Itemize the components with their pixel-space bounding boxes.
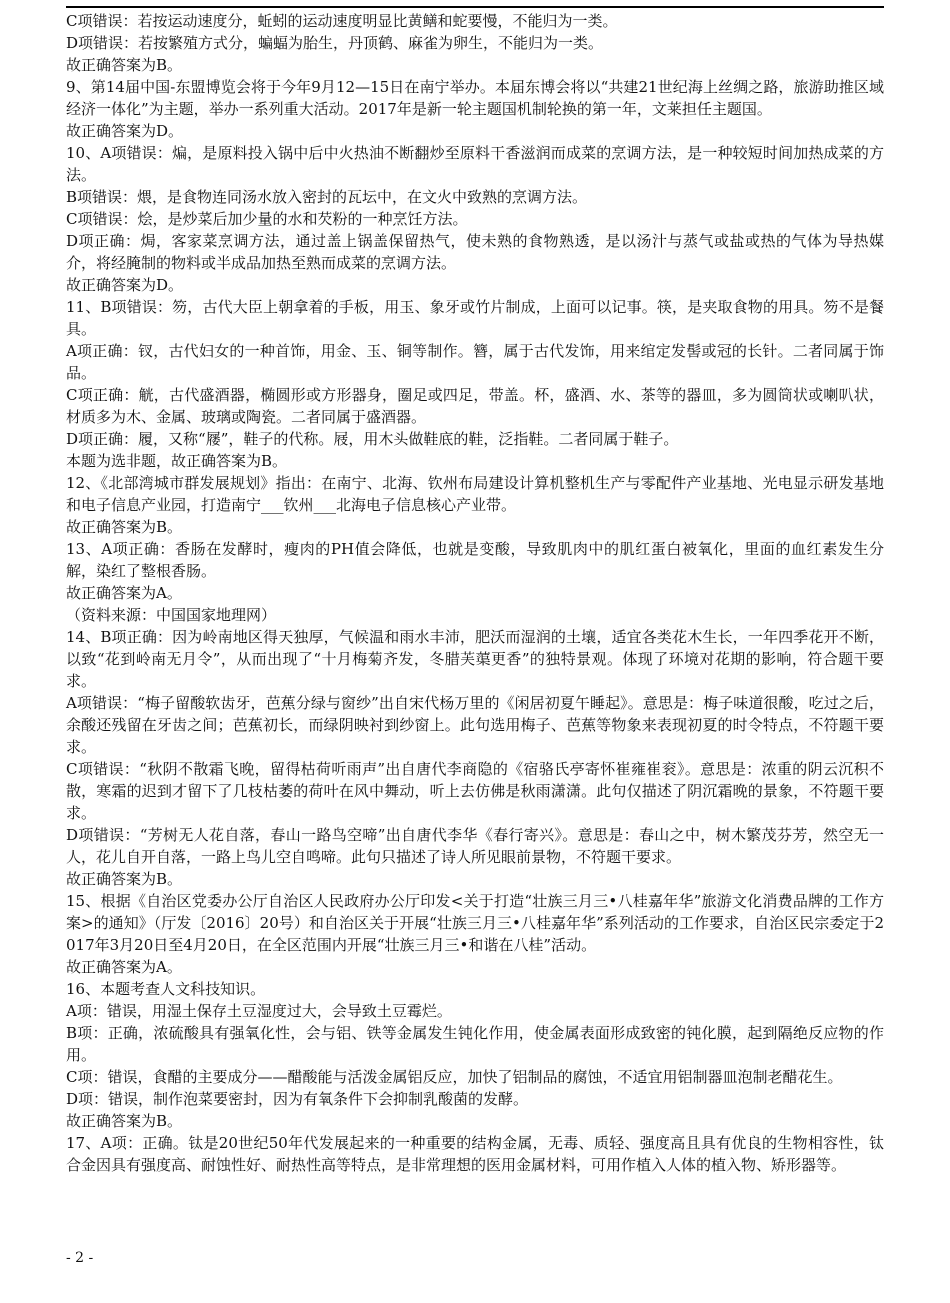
paragraph: C项错误：烩，是炒菜后加少量的水和芡粉的一种烹饪方法。 — [66, 210, 468, 228]
document-body — [66, 10, 884, 1176]
top-rule — [66, 6, 884, 8]
paragraph: C项错误：“秋阴不散霜飞晚，留得枯荷听雨声”出自唐代李商隐的《宿骆氏亭寄怀崔雍崔衮》。意思是：浓重的阴云沉积不散，寒霜的迟到才留下了几枝枯萎的荷叶在风中舞动，听上去仿佛是秋雨潇潇。此句仅描述了阴沉霜晚的景象，不符题干要求。 — [66, 760, 884, 822]
paragraph: B项错误：煨，是食物连同汤水放入密封的瓦坛中，在文火中致熟的烹调方法。 — [66, 188, 588, 206]
paragraph: 故正确答案为B。 — [66, 56, 183, 74]
paragraph: 故正确答案为B。 — [66, 1112, 183, 1130]
paragraph: A项正确：钗，古代妇女的一种首饰，用金、玉、铜等制作。簪，属于古代发饰，用来绾定发髻或冠的长针。二者同属于饰品。 — [66, 342, 884, 382]
paragraph: D项错误：“芳树无人花自落，春山一路鸟空啼”出自唐代李华《春行寄兴》。意思是：春山之中，树木繁茂芬芳，然空无一人，花儿自开自落，一路上鸟儿空自鸣啼。此句只描述了诗人所见眼前景物，不符题干要求。 — [66, 826, 884, 866]
paragraph: 本题为选非题，故正确答案为B。 — [66, 452, 288, 470]
paragraph: （资料来源：中国国家地理网） — [66, 606, 277, 624]
paragraph: D项：错误，制作泡菜要密封，因为有氧条件下会抑制乳酸菌的发酵。 — [66, 1090, 529, 1108]
paragraph: D项正确：焗，客家菜烹调方法，通过盖上锅盖保留热气，使未熟的食物熟透，是以汤汁与蒸气或盐或热的气体为导热媒介，将经腌制的物料或半成品加热至熟而成菜的烹调方法。 — [66, 232, 884, 272]
paragraph: 故正确答案为D。 — [66, 122, 184, 140]
paragraph: 14、B项正确：因为岭南地区得天独厚，气候温和雨水丰沛，肥沃而湿润的土壤，适宜各类花木生长，一年四季花开不断，以致“花到岭南无月令”，从而出现了“十月梅菊齐发，冬腊芙蕖更香”的独特景观。体现了环境对花期的影响，符合题干要求。 — [66, 628, 884, 690]
paragraph: 17、A项：正确。钛是20世纪50年代发展起来的一种重要的结构金属，无毒、质轻、强度高且具有优良的生物相容性，钛合金因具有强度高、耐蚀性好、耐热性高等特点，是非常理想的医用金属材料，可用作植入人体的植入物、矫形器等。 — [66, 1134, 884, 1174]
paragraph: 9、第14届中国-东盟博览会将于今年9月12—15日在南宁举办。本届东博会将以“共建21世纪海上丝绸之路，旅游助推区域经济一体化”为主题，举办一系列重大活动。2017年是新一轮主题国机制轮换的第一年，文莱担任主题国。 — [66, 78, 884, 118]
paragraph: 13、A项正确：香肠在发酵时，瘦肉的PH值会降低，也就是变酸，导致肌肉中的肌红蛋白被氧化，里面的血红素发生分解，染红了整根香肠。 — [66, 540, 884, 580]
paragraph: D项正确：履，又称“屦”，鞋子的代称。屐，用木头做鞋底的鞋，泛指鞋。二者同属于鞋子。 — [66, 430, 679, 448]
paragraph: 16、本题考查人文科技知识。 — [66, 980, 266, 998]
paragraph: 故正确答案为B。 — [66, 870, 183, 888]
paragraph: 15、根据《自治区党委办公厅自治区人民政府办公厅印发<关于打造“壮族三月三•八桂嘉年华”旅游文化消费品牌的工作方案>的通知》（厅发〔2016〕20号）和自治区关于开展“壮族三月三•八桂嘉年华”系列活动的工作要求，自治区民宗委定于2017年3月20日至4月20日，在全区范围内开展“壮族三月三•和谐在八桂”活动。 — [66, 892, 884, 954]
paragraph: B项：正确，浓硫酸具有强氧化性，会与铝、铁等金属发生钝化作用，使金属表面形成致密的钝化膜，起到隔绝反应物的作用。 — [66, 1024, 884, 1064]
paragraph: A项错误：“梅子留酸软齿牙，芭蕉分绿与窗纱”出自宋代杨万里的《闲居初夏午睡起》。意思是：梅子味道很酸，吃过之后，余酸还残留在牙齿之间；芭蕉初长，而绿阴映衬到纱窗上。此句选用梅子、芭蕉等物象来表现初夏的时令特点，不符题干要求。 — [66, 694, 884, 756]
paragraph: 故正确答案为B。 — [66, 518, 183, 536]
paragraph: 故正确答案为A。 — [66, 958, 182, 976]
paragraph: 故正确答案为A。 — [66, 584, 182, 602]
paragraph: 故正确答案为D。 — [66, 276, 184, 294]
paragraph: 10、A项错误：煸，是原料投入锅中后中火热油不断翻炒至原料干香滋润而成菜的烹调方法，是一种较短时间加热成菜的方法。 — [66, 144, 884, 184]
paragraph: C项错误：若按运动速度分，蚯蚓的运动速度明显比黄鳝和蛇要慢，不能归为一类。 — [66, 12, 618, 30]
paragraph: 12、《北部湾城市群发展规划》指出：在南宁、北海、钦州布局建设计算机整机生产与零配件产业基地、光电显示研发基地和电子信息产业园，打造南宁___钦州___北海电子信息核心产业带。 — [66, 474, 884, 514]
page-number: - 2 - — [66, 1250, 94, 1266]
paragraph: C项正确：觥，古代盛酒器，椭圆形或方形器身，圈足或四足，带盖。杯，盛酒、水、茶等的器皿，多为圆筒状或喇叭状，材质多为木、金属、玻璃或陶瓷。二者同属于盛酒器。 — [66, 386, 884, 426]
paragraph: D项错误：若按繁殖方式分，蝙蝠为胎生，丹顶鹤、麻雀为卵生，不能归为一类。 — [66, 34, 604, 52]
paragraph: C项：错误，食醋的主要成分——醋酸能与活泼金属铝反应，加快了铝制品的腐蚀，不适宜用铝制器皿泡制老醋花生。 — [66, 1068, 843, 1086]
paragraph: A项：错误，用湿土保存土豆湿度过大，会导致土豆霉烂。 — [66, 1002, 452, 1020]
paragraph: 11、B项错误：笏，古代大臣上朝拿着的手板，用玉、象牙或竹片制成，上面可以记事。筷，是夹取食物的用具。笏不是餐具。 — [66, 298, 884, 338]
